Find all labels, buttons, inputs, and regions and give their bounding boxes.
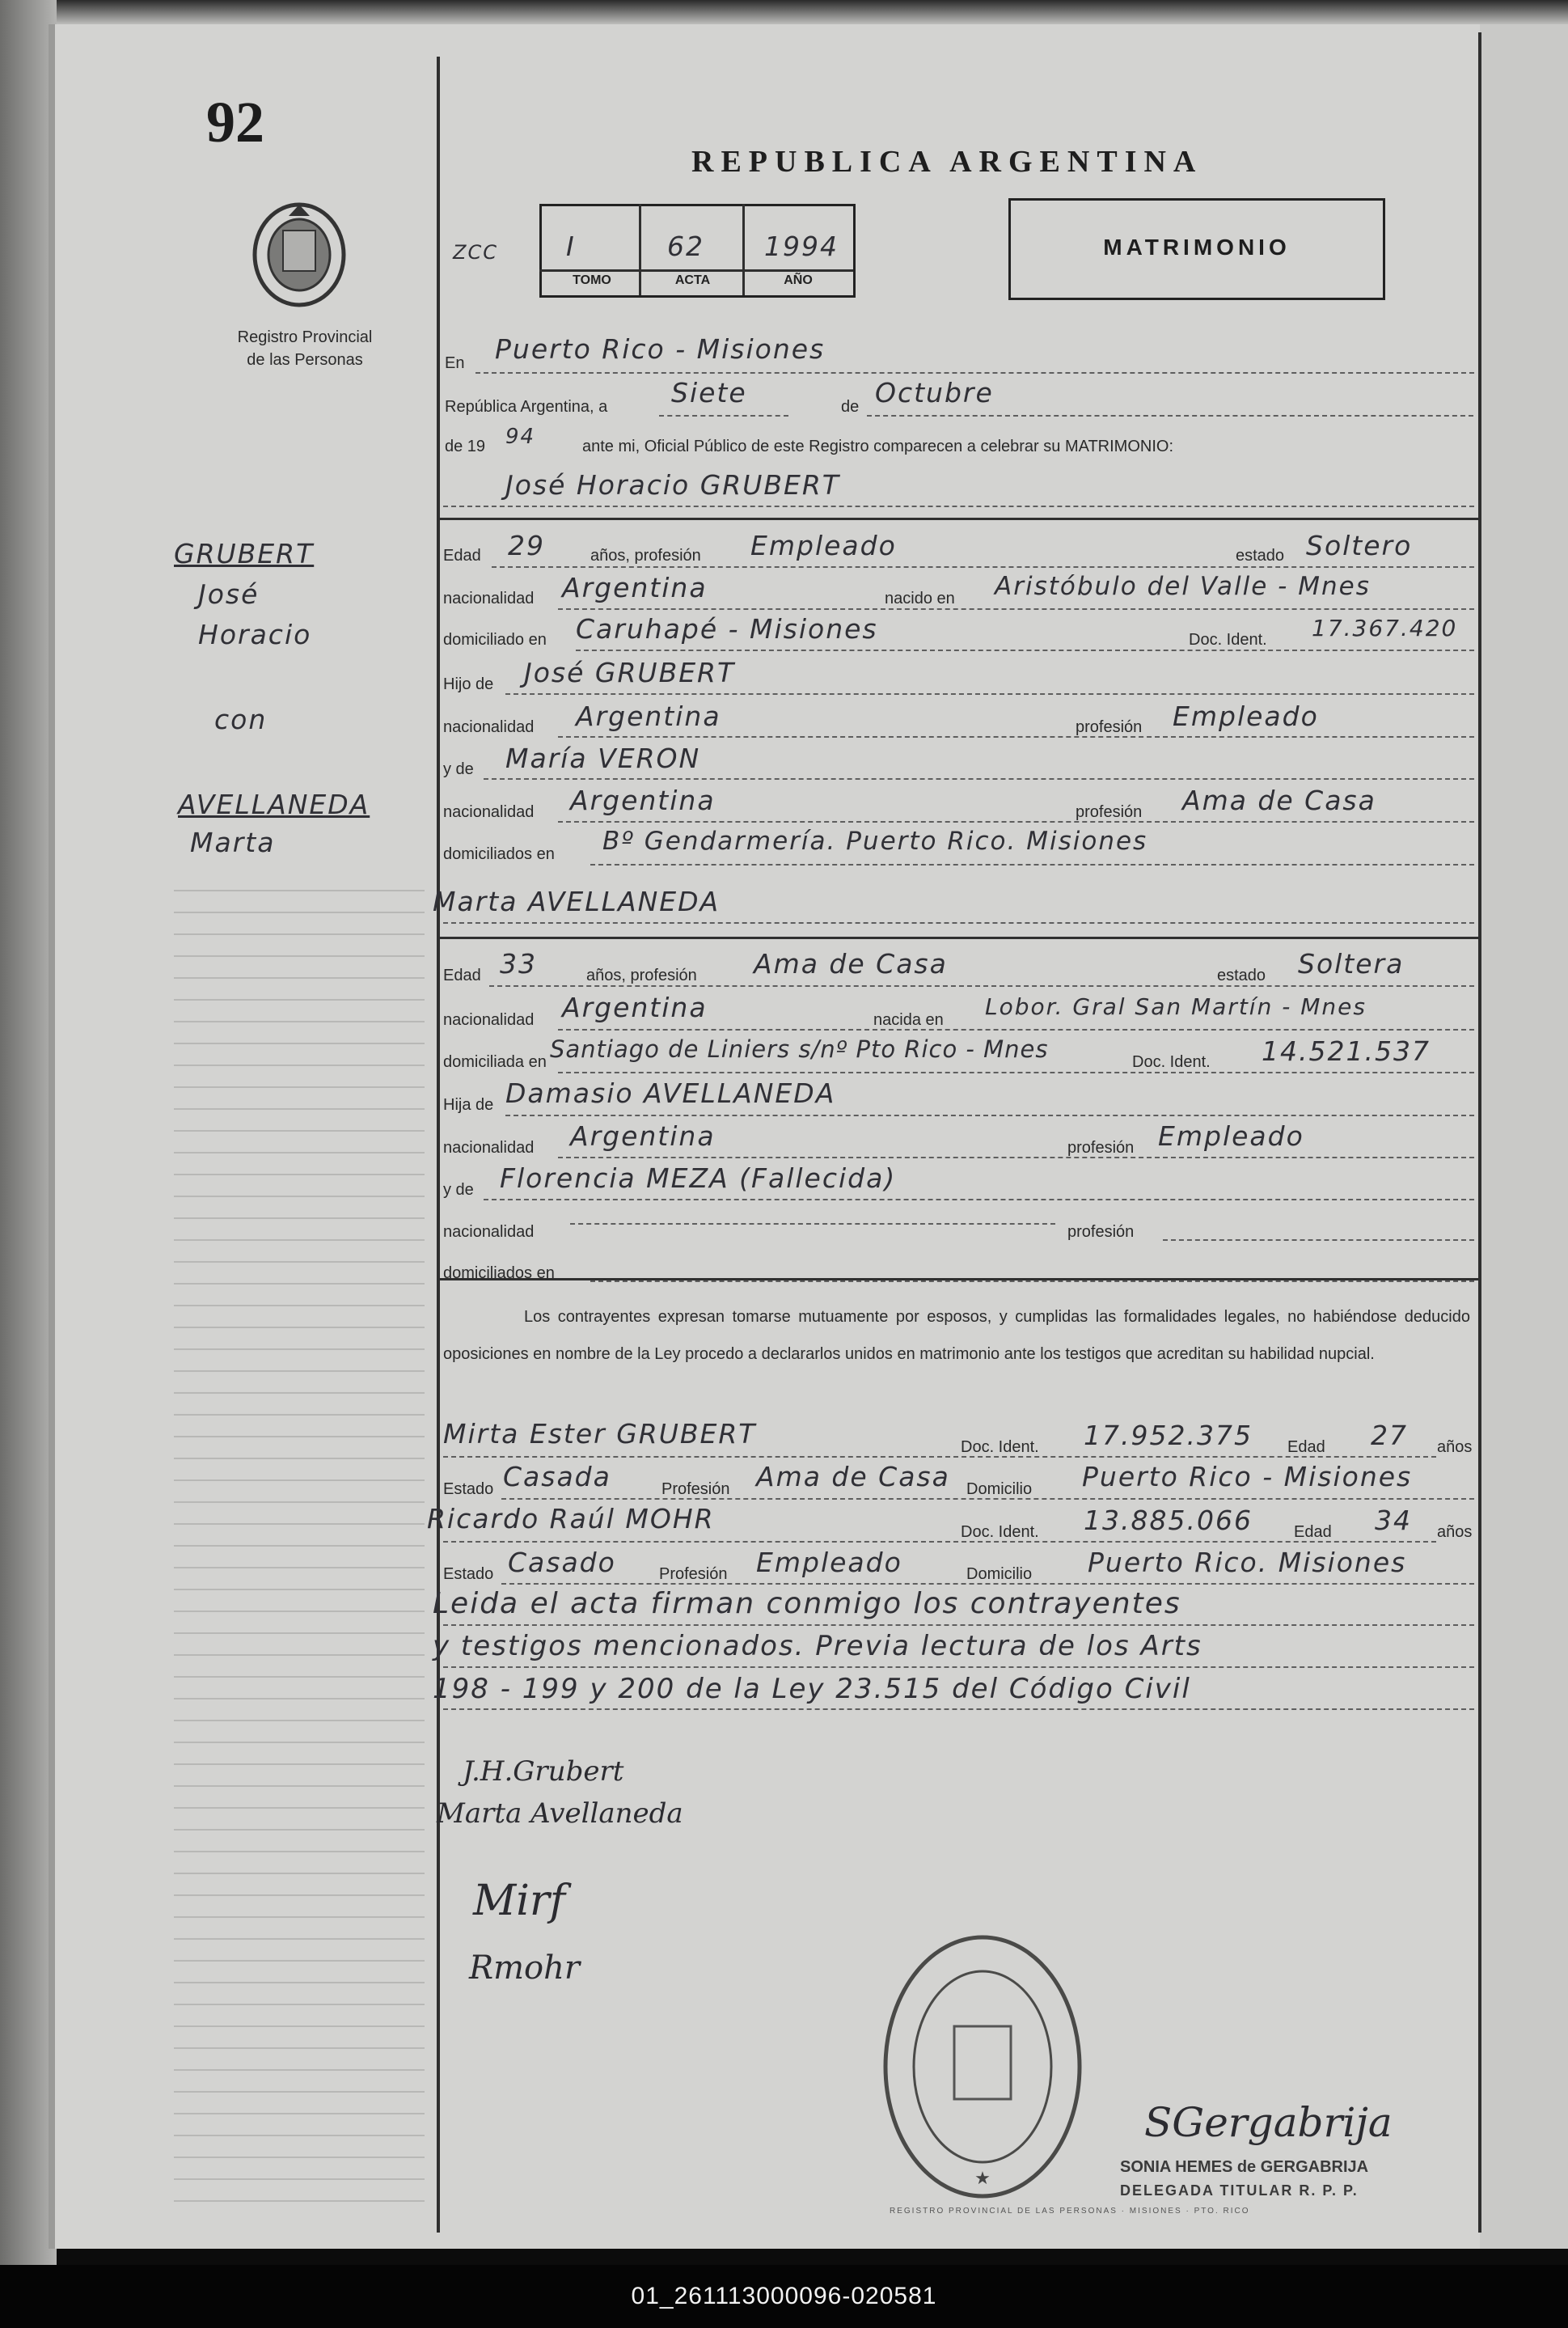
ruled-line bbox=[174, 1763, 425, 1765]
closing-line1: Leida el acta firman conmigo los contrayentes bbox=[433, 1587, 1181, 1620]
bride-padre: Damasio AVELLANEDA bbox=[505, 1077, 836, 1109]
margin-note-surname: GRUBERT bbox=[174, 538, 315, 569]
ruled-line bbox=[174, 1873, 425, 1874]
ruled-line bbox=[174, 1108, 425, 1110]
ruled-line bbox=[174, 2047, 425, 2049]
ruled-line bbox=[174, 1654, 425, 1656]
fill-line bbox=[484, 1199, 1474, 1200]
officer-title: DELEGADA TITULAR R. P. P. bbox=[1120, 2182, 1359, 2199]
tomo-value: I bbox=[566, 231, 576, 262]
ruled-line bbox=[174, 1217, 425, 1219]
bride-doc: 14.521.537 bbox=[1262, 1035, 1431, 1067]
fill-line bbox=[558, 1157, 1474, 1158]
ruled-line bbox=[174, 2157, 425, 2158]
ruled-line bbox=[174, 1916, 425, 1918]
bride-padre-nacionalidad: Argentina bbox=[570, 1120, 716, 1152]
ruled-line bbox=[174, 1523, 425, 1525]
acta-value: 62 bbox=[667, 231, 704, 262]
de-label: de bbox=[841, 398, 860, 416]
fill-line bbox=[484, 778, 1474, 780]
witness1-estado: Casada bbox=[503, 1461, 611, 1492]
groom-padre-profesion: Empleado bbox=[1173, 701, 1319, 732]
republica-label: República Argentina, a bbox=[445, 398, 608, 416]
ruled-line bbox=[174, 912, 425, 913]
nacionalidad-label: nacionalidad bbox=[443, 718, 535, 736]
image-filename: 01_261113000096-020581 bbox=[0, 2265, 1568, 2328]
fill-line bbox=[558, 736, 1474, 738]
ruled-line bbox=[174, 1960, 425, 1962]
ano-label: AÑO bbox=[784, 273, 813, 287]
estado-label: estado bbox=[1236, 547, 1285, 565]
officer-signature: SGergabrija bbox=[1144, 2099, 1393, 2146]
ruled-line bbox=[174, 1720, 425, 1721]
fill-line bbox=[505, 693, 1474, 695]
ruled-line bbox=[174, 1545, 425, 1547]
ruled-line bbox=[174, 1370, 425, 1372]
hija-de-label: Hija de bbox=[443, 1096, 494, 1114]
estado-label: Estado bbox=[443, 1565, 494, 1583]
ruled-line bbox=[174, 1698, 425, 1699]
groom-domicilio: Caruhapé - Misiones bbox=[576, 613, 878, 645]
ruled-line bbox=[174, 1676, 425, 1678]
anos-label: años bbox=[1437, 1523, 1473, 1541]
year-prefix: de 19 bbox=[445, 438, 486, 455]
bride-name: Marta AVELLANEDA bbox=[433, 886, 721, 917]
ruled-line bbox=[174, 1392, 425, 1394]
groom-nacido-en: Aristóbulo del Valle - Mnes bbox=[995, 572, 1371, 601]
edad-label: Edad bbox=[1287, 1438, 1325, 1456]
fill-line bbox=[558, 1072, 1474, 1073]
groom-profesion: Empleado bbox=[750, 530, 897, 561]
declaration-text: Los contrayentes expresan tomarse mutuamente por esposos, y cumplidas las formalidades legales, no habiéndose deducido oposiciones en nombre de la Ley procedo a declararlos unidos en matrimonio ante los testigos que acreditan su habilidad nupcial. bbox=[443, 1308, 1470, 1363]
estado-label: estado bbox=[1217, 967, 1266, 984]
ante-text: ante mi, Oficial Público de este Registro comparecen a celebrar su MATRIMONIO: bbox=[582, 438, 1174, 455]
year-suffix: 94 bbox=[505, 425, 536, 449]
right-border bbox=[1478, 32, 1481, 2233]
country-title: REPUBLICA ARGENTINA bbox=[691, 145, 1203, 179]
fill-line bbox=[558, 608, 1474, 610]
bride-domicilio: Santiago de Liniers s/nº Pto Rico - Mnes bbox=[550, 1035, 1049, 1063]
record-box-rule bbox=[539, 269, 853, 272]
witness2-edad: 34 bbox=[1375, 1505, 1412, 1536]
ruled-line bbox=[174, 1043, 425, 1044]
ruled-line bbox=[174, 1305, 425, 1306]
doc-ident-label: Doc. Ident. bbox=[1132, 1053, 1211, 1071]
edad-label: Edad bbox=[1294, 1523, 1332, 1541]
ruled-line bbox=[174, 1130, 425, 1132]
registry-name-line1: Registro Provincial bbox=[237, 328, 373, 346]
ruled-line bbox=[174, 1479, 425, 1481]
closing-line3: 198 - 199 y 200 de la Ley 23.515 del Código Civil bbox=[433, 1673, 1191, 1705]
ruled-line bbox=[174, 1938, 425, 1940]
ruled-line bbox=[174, 1283, 425, 1285]
edad-label: Edad bbox=[443, 967, 481, 984]
groom-padres-domicilio: Bº Gendarmería. Puerto Rico. Misiones bbox=[602, 827, 1148, 856]
fill-line bbox=[867, 415, 1473, 417]
anos-profesion-label: años, profesión bbox=[590, 547, 701, 565]
profesion-label: profesión bbox=[1067, 1139, 1135, 1157]
fill-line bbox=[443, 1666, 1474, 1668]
margin-note-bride-name: Marta bbox=[190, 827, 276, 858]
record-type: MATRIMONIO bbox=[1103, 235, 1291, 260]
margin-note-con: con bbox=[214, 704, 268, 735]
groom-madre-nacionalidad: Argentina bbox=[570, 785, 716, 816]
groom-edad: 29 bbox=[508, 530, 545, 561]
ano-value: 1994 bbox=[764, 231, 839, 262]
ruled-line bbox=[174, 1501, 425, 1503]
nacionalidad-label: nacionalidad bbox=[443, 1011, 535, 1029]
ruled-line bbox=[174, 1611, 425, 1612]
doc-ident-label: Doc. Ident. bbox=[961, 1438, 1039, 1456]
witness1-domicilio: Puerto Rico - Misiones bbox=[1082, 1461, 1413, 1492]
place-value: Puerto Rico - Misiones bbox=[495, 333, 826, 365]
fill-line bbox=[590, 864, 1474, 866]
ruled-line bbox=[174, 1589, 425, 1590]
ruled-line bbox=[174, 1065, 425, 1066]
nacionalidad-label: nacionalidad bbox=[443, 803, 535, 821]
estado-label: Estado bbox=[443, 1480, 494, 1498]
y-de-label: y de bbox=[443, 1181, 474, 1199]
nacida-en-label: nacida en bbox=[873, 1011, 944, 1029]
ruled-line bbox=[174, 2135, 425, 2136]
domiciliado-en-label: domiciliado en bbox=[443, 631, 547, 649]
anos-label: años bbox=[1437, 1438, 1473, 1456]
ruled-line bbox=[174, 2025, 425, 2027]
domicilio-label: Domicilio bbox=[966, 1480, 1033, 1498]
groom-signature: J.H.Grubert bbox=[463, 1755, 624, 1788]
ruled-line bbox=[174, 977, 425, 979]
registry-name-line2: de las Personas bbox=[247, 351, 363, 369]
tomo-label: TOMO bbox=[573, 273, 611, 287]
fill-line bbox=[443, 1624, 1474, 1626]
witness2-domicilio: Puerto Rico. Misiones bbox=[1088, 1547, 1407, 1578]
fill-line bbox=[443, 1708, 1474, 1710]
domiciliada-en-label: domiciliada en bbox=[443, 1053, 547, 1071]
month-value: Octubre bbox=[875, 377, 994, 408]
ruled-line bbox=[174, 1327, 425, 1328]
coat-of-arms-icon bbox=[247, 198, 352, 311]
bride-estado: Soltera bbox=[1298, 948, 1405, 980]
margin-divider bbox=[437, 57, 440, 2233]
fill-line bbox=[1163, 1239, 1474, 1241]
ruled-line bbox=[174, 2004, 425, 2005]
domicilio-label: Domicilio bbox=[966, 1565, 1033, 1583]
ruled-line bbox=[174, 1436, 425, 1437]
ruled-line bbox=[174, 933, 425, 935]
ruled-line bbox=[174, 1239, 425, 1241]
ruled-line bbox=[174, 1174, 425, 1175]
ruled-line bbox=[174, 1632, 425, 1634]
ruled-line bbox=[174, 1414, 425, 1416]
fill-line bbox=[501, 1583, 1474, 1585]
section-divider-groom bbox=[440, 518, 1478, 520]
groom-madre: María VERON bbox=[505, 743, 701, 774]
ruled-line bbox=[174, 1086, 425, 1088]
ruled-line bbox=[174, 1807, 425, 1809]
margin-note-name2: Horacio bbox=[198, 619, 312, 650]
witness2-estado: Casado bbox=[508, 1547, 616, 1578]
profesion-label: profesión bbox=[1067, 1223, 1135, 1241]
ruled-line bbox=[174, 1152, 425, 1153]
record-box-divider bbox=[742, 204, 745, 295]
margin-note-name1: José bbox=[198, 578, 260, 610]
page-right-edge bbox=[1480, 24, 1568, 2249]
bride-madre: Florencia MEZA (Fallecida) bbox=[500, 1162, 897, 1194]
fill-line bbox=[489, 985, 1474, 987]
groom-padre: José GRUBERT bbox=[524, 657, 736, 688]
record-prefix: ZCC bbox=[453, 241, 498, 264]
nacido-en-label: nacido en bbox=[885, 590, 955, 607]
witness1-name: Mirta Ester GRUBERT bbox=[443, 1418, 757, 1450]
ruled-line bbox=[174, 1742, 425, 1743]
acta-label: ACTA bbox=[674, 273, 711, 287]
fill-line bbox=[558, 1029, 1474, 1031]
svg-text:★: ★ bbox=[974, 2168, 991, 2188]
fill-line bbox=[475, 372, 1474, 374]
domiciliados-en-label: domiciliados en bbox=[443, 845, 555, 863]
doc-ident-label: Doc. Ident. bbox=[961, 1523, 1039, 1541]
ruled-line bbox=[174, 2113, 425, 2114]
profesion-label: profesión bbox=[1076, 718, 1143, 736]
groom-estado: Soltero bbox=[1306, 530, 1413, 561]
fill-line bbox=[492, 566, 1474, 568]
ruled-line bbox=[174, 2091, 425, 2093]
edad-label: Edad bbox=[443, 547, 481, 565]
witness1-signature: Mirf bbox=[473, 1877, 565, 1925]
ruled-line bbox=[174, 1196, 425, 1197]
officer-name: SONIA HEMES de GERGABRIJA bbox=[1120, 2158, 1369, 2176]
bride-nacida-en: Lobor. Gral San Martín - Mnes bbox=[985, 993, 1367, 1020]
ruled-line bbox=[174, 1567, 425, 1568]
fill-line bbox=[501, 1498, 1474, 1500]
en-label: En bbox=[445, 354, 465, 372]
fill-line bbox=[505, 1115, 1474, 1116]
fill-line bbox=[590, 1280, 1474, 1282]
ruled-line bbox=[174, 1894, 425, 1896]
ruled-line bbox=[174, 2178, 425, 2180]
groom-nacionalidad: Argentina bbox=[562, 572, 708, 603]
ruled-line bbox=[174, 1261, 425, 1263]
hijo-de-label: Hijo de bbox=[443, 675, 494, 693]
ruled-line bbox=[174, 1021, 425, 1022]
ruled-line bbox=[174, 1851, 425, 1852]
doc-ident-label: Doc. Ident. bbox=[1189, 631, 1267, 649]
witness1-edad: 27 bbox=[1371, 1420, 1408, 1451]
ruled-line bbox=[174, 1348, 425, 1350]
ruled-line bbox=[174, 1458, 425, 1459]
witness1-doc: 17.952.375 bbox=[1084, 1420, 1253, 1451]
ruled-line bbox=[174, 1829, 425, 1831]
witness2-doc: 13.885.066 bbox=[1084, 1505, 1253, 1536]
profesion-label: profesión bbox=[1076, 803, 1143, 821]
page-number: 92 bbox=[206, 90, 264, 154]
witness2-profesion: Empleado bbox=[756, 1547, 902, 1578]
y-de-label: y de bbox=[443, 760, 474, 778]
registry-seal-icon bbox=[877, 1929, 1088, 2204]
section-divider-bride bbox=[440, 937, 1478, 939]
fill-line bbox=[570, 1223, 1055, 1225]
witness2-name: Ricardo Raúl MOHR bbox=[427, 1503, 715, 1534]
ruled-line bbox=[174, 1785, 425, 1787]
ruled-line bbox=[174, 2200, 425, 2202]
fill-line bbox=[443, 922, 1474, 924]
ruled-line bbox=[174, 999, 425, 1001]
fill-line bbox=[443, 1456, 1436, 1458]
ruled-line bbox=[174, 2069, 425, 2071]
top-edge bbox=[0, 0, 1568, 24]
fill-line bbox=[659, 415, 788, 417]
anos-profesion-label: años, profesión bbox=[586, 967, 697, 984]
bride-padre-profesion: Empleado bbox=[1158, 1120, 1304, 1152]
bride-signature: Marta Avellaneda bbox=[437, 1797, 683, 1830]
bride-edad: 33 bbox=[500, 948, 537, 980]
closing-line2: y testigos mencionados. Previa lectura de los Arts bbox=[433, 1630, 1202, 1662]
seal-text: REGISTRO PROVINCIAL DE LAS PERSONAS · MISIONES · PTO. RICO bbox=[890, 2207, 1250, 2216]
profesion-label: Profesión bbox=[659, 1565, 728, 1583]
profesion-label: Profesión bbox=[661, 1480, 730, 1498]
nacionalidad-label: nacionalidad bbox=[443, 1139, 535, 1157]
bride-profesion: Ama de Casa bbox=[754, 948, 948, 980]
fill-line bbox=[443, 506, 1474, 507]
day-value: Siete bbox=[671, 377, 747, 408]
groom-padre-nacionalidad: Argentina bbox=[576, 701, 721, 732]
nacionalidad-label: nacionalidad bbox=[443, 590, 535, 607]
fill-line bbox=[443, 1541, 1436, 1543]
ruled-line bbox=[174, 955, 425, 957]
witness1-profesion: Ama de Casa bbox=[756, 1461, 950, 1492]
fill-line bbox=[576, 650, 1474, 651]
groom-madre-profesion: Ama de Casa bbox=[1182, 785, 1376, 816]
nacionalidad-label: nacionalidad bbox=[443, 1223, 535, 1241]
margin-note-bride-surname: AVELLANEDA bbox=[178, 789, 370, 820]
groom-doc: 17.367.420 bbox=[1312, 615, 1458, 641]
fill-line bbox=[558, 821, 1474, 823]
domiciliados-en-label: domiciliados en bbox=[443, 1264, 555, 1282]
groom-name: José Horacio GRUBERT bbox=[505, 469, 840, 501]
ruled-line bbox=[174, 1982, 425, 1983]
witness2-signature: Rmohr bbox=[469, 1949, 581, 1987]
bride-nacionalidad: Argentina bbox=[562, 992, 708, 1023]
ruled-line bbox=[174, 890, 425, 891]
